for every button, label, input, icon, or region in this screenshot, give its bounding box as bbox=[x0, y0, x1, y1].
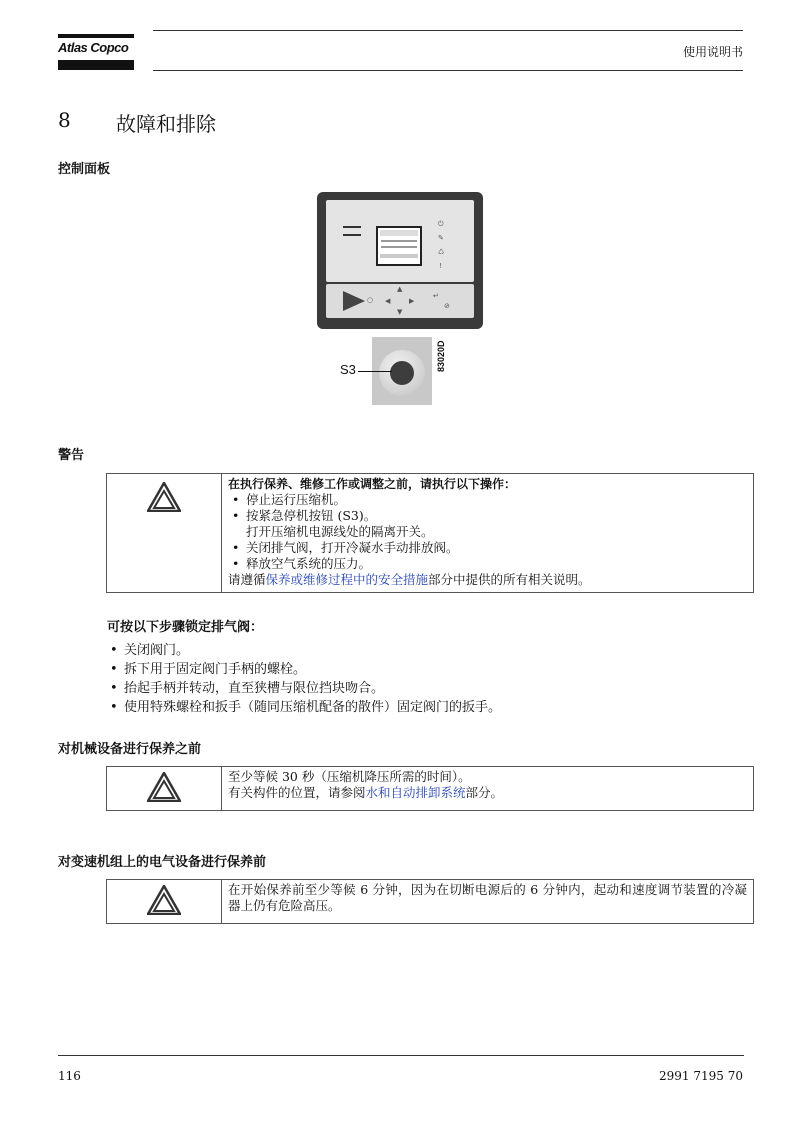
mechanical-line-2 bbox=[228, 785, 747, 801]
mechanical-warning-table bbox=[106, 766, 754, 811]
warning-footer-prefix: 请遵循 bbox=[228, 572, 266, 587]
lock-steps-title: 可按以下步骤锁定排气阀： bbox=[107, 620, 264, 635]
chapter-title: 故障和排除 bbox=[116, 112, 216, 136]
logo-bar-top bbox=[58, 34, 134, 38]
list-item: • 抬起手柄并转动，直至狭槽与限位挡块吻合。 bbox=[106, 679, 501, 698]
warning-table bbox=[106, 473, 754, 593]
header-rule-bottom bbox=[153, 70, 743, 71]
panel-logo-icon bbox=[343, 226, 361, 236]
drain-system-link[interactable]: 水和自动排卸系统 bbox=[365, 785, 466, 800]
warning-triangle-icon bbox=[147, 482, 181, 512]
section-title-control-panel: 控制面板 bbox=[58, 162, 111, 177]
warning-footer-suffix: 部分中提供的所有相关说明。 bbox=[428, 572, 591, 587]
power-icon: ⏻ bbox=[438, 220, 444, 228]
list-item: • 关闭排气阀，打开冷凝水手动排放阀。 bbox=[228, 540, 747, 556]
warning-icon-cell bbox=[107, 767, 222, 810]
chapter-number: 8 bbox=[58, 108, 71, 132]
logo-bar-bottom bbox=[58, 60, 134, 70]
manual-label: 使用说明书 bbox=[682, 45, 743, 59]
list-item: • 使用特殊螺栓和扳手（随同压缩机配备的散件）固定阀门的扳手。 bbox=[106, 698, 501, 717]
control-panel-display bbox=[376, 226, 422, 266]
section-title-mechanical: 对机械设备进行保养之前 bbox=[58, 742, 202, 757]
lock-steps-list bbox=[106, 641, 501, 717]
section-title-warning: 警告 bbox=[58, 448, 85, 463]
list-item: • 释放空气系统的压力。 bbox=[228, 556, 747, 572]
escape-button-icon: ⊘ bbox=[444, 302, 450, 310]
callout-label-s3: S3 bbox=[340, 362, 356, 377]
arrow-right-icon: ▶ bbox=[409, 297, 415, 305]
arrow-left-icon: ◀ bbox=[385, 297, 391, 305]
electrical-warning-table bbox=[106, 879, 754, 924]
warning-icon-cell bbox=[107, 880, 222, 923]
list-item: • 拆下用于固定阀门手柄的螺栓。 bbox=[106, 660, 501, 679]
brand-logo: Atlas Copco bbox=[58, 40, 129, 55]
arrow-up-icon: ▲ bbox=[397, 285, 403, 293]
list-item: • 停止运行压缩机。 bbox=[228, 492, 747, 508]
warning-intro: 在执行保养、维修工作或调整之前，请执行以下操作： bbox=[228, 477, 517, 491]
warning-triangle-icon bbox=[147, 772, 181, 802]
list-item: • 关闭阀门。 bbox=[106, 641, 501, 660]
safety-precautions-link[interactable]: 保养或维修过程中的安全措施 bbox=[265, 572, 429, 587]
warning-bullet-list-2 bbox=[228, 540, 747, 572]
document-number: 2991 7195 70 bbox=[659, 1069, 743, 1083]
mechanical-line-2-suffix: 部分。 bbox=[465, 785, 504, 800]
page-number: 116 bbox=[58, 1069, 81, 1083]
callout-leader-line bbox=[358, 371, 392, 372]
stop-button-icon: ○ bbox=[367, 296, 374, 304]
warning-bullet-list bbox=[228, 492, 747, 524]
header-rule-top bbox=[153, 30, 743, 31]
section-title-electrical: 对变速机组上的电气设备进行保养前 bbox=[58, 855, 267, 870]
warning-bullet-continuation: 打开压缩机电源线处的隔离开关。 bbox=[246, 524, 434, 539]
electrical-text: 在开始保养前至少等候 6 分钟，因为在切断电源后的 6 分钟内，起动和速度调节装置的冷凝器上仍有危险高压。 bbox=[228, 882, 747, 913]
mechanical-text-cell bbox=[222, 767, 753, 810]
figure-code: 83020D bbox=[436, 340, 446, 372]
wrench-icon: ✎ bbox=[438, 234, 444, 242]
recycle-icon: ♺ bbox=[438, 248, 445, 256]
footer-rule bbox=[58, 1055, 744, 1056]
emergency-stop-button bbox=[390, 361, 414, 385]
alarm-icon: ! bbox=[439, 262, 442, 270]
arrow-down-icon: ▼ bbox=[397, 308, 403, 316]
mechanical-line-2-prefix: 有关构件的位置，请参阅 bbox=[228, 785, 366, 800]
warning-footer bbox=[228, 572, 747, 588]
mechanical-line-1: 至少等候 30 秒（压缩机降压所需的时间）。 bbox=[228, 769, 471, 784]
enter-button-icon: ↵ bbox=[433, 292, 439, 300]
warning-icon-cell bbox=[107, 474, 222, 592]
list-item: • 按紧急停机按钮 (S3)。 bbox=[228, 508, 747, 524]
warning-text-cell bbox=[222, 474, 753, 592]
warning-triangle-icon bbox=[147, 885, 181, 915]
